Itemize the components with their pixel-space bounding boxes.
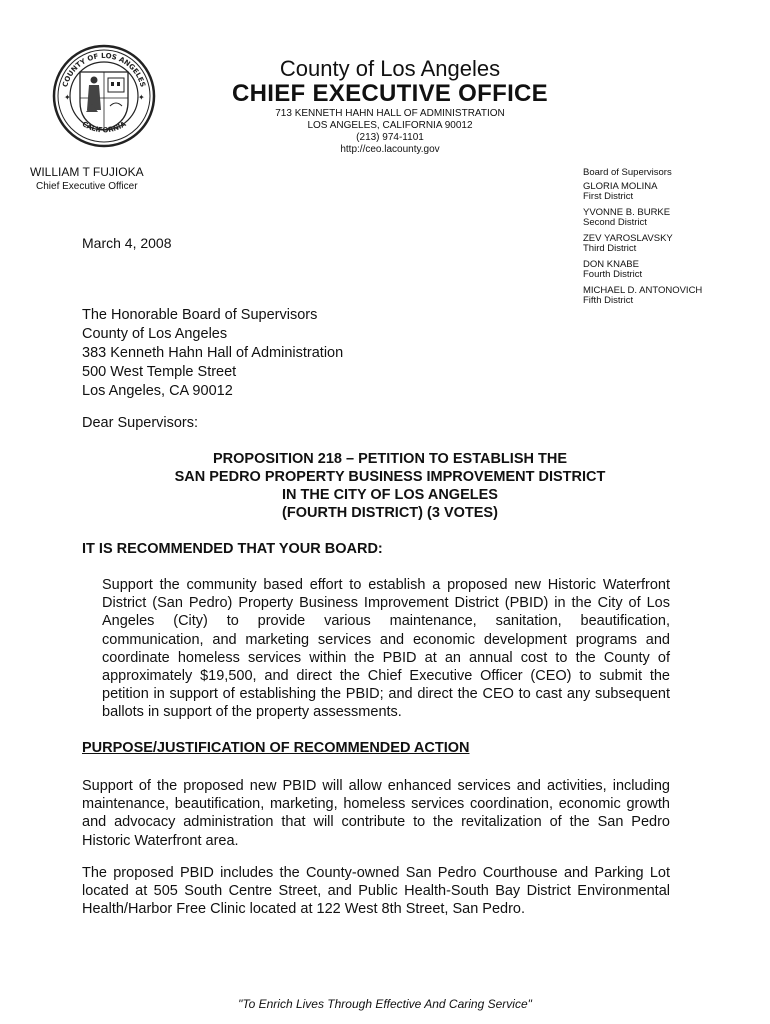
supervisor-name: ZEV YAROSLAVSKY	[583, 232, 673, 244]
subject-line: PROPOSITION 218 – PETITION TO ESTABLISH THE	[213, 451, 567, 467]
header-county: County of Los Angeles	[279, 56, 501, 81]
ceo-title: Chief Executive Officer	[36, 181, 138, 192]
footer-motto: "To Enrich Lives Through Effective And Caring Service"	[238, 997, 532, 1011]
recipient-line: Los Angeles, CA 90012	[82, 383, 233, 399]
recipient-line: 500 West Temple Street	[82, 364, 237, 380]
county-seal	[50, 40, 158, 158]
recommend-heading: IT IS RECOMMENDED THAT YOUR BOARD:	[82, 541, 383, 557]
supervisor-entry	[583, 182, 763, 203]
supervisor-district: Fifth District	[583, 295, 634, 306]
seal-graphic	[50, 40, 158, 158]
supervisor-district: First District	[583, 191, 634, 202]
recipient-address	[82, 306, 343, 401]
board-of-supervisors	[583, 168, 763, 312]
supervisor-name: YVONNE B. BURKE	[583, 206, 671, 218]
purpose-paragraph-2: The proposed PBID includes the County-owned San Pedro Courthouse and Parking Lot located at 505 South Centre Street, and Public Health-South Bay District Environmental Health/Harbor Free Clinic located at 122 West 8th Street, San Pedro.	[82, 865, 670, 918]
recommendation-paragraph: Support the community based effort to establish a proposed new Historic Waterfront District (San Pedro) Property Business Improvement District (PBID) in the City of Los Angeles (City) to provide various maintenance, sanitation, beautification, communication, and marketing services and economic development programs and coordinate homeless services within the PBID at an annual cost to the County of approximately $19,500, and direct the Chief Executive Officer (CEO) to submit the petition in support of establishing the PBID; and direct the CEO to cast any subsequent ballots in support of the property assessments.	[102, 577, 670, 721]
supervisor-district: Second District	[583, 217, 647, 228]
supervisor-district: Third District	[583, 243, 637, 254]
supervisor-entry	[583, 208, 763, 229]
svg-text:✦: ✦	[138, 93, 145, 102]
header-office: CHIEF EXECUTIVE OFFICE	[232, 80, 548, 107]
header-address-line1: 713 KENNETH HAHN HALL OF ADMINISTRATION	[275, 108, 505, 119]
recipient-line: The Honorable Board of Supervisors	[82, 307, 318, 323]
supervisor-name: DON KNABE	[583, 258, 639, 270]
purpose-paragraph-1: Support of the proposed new PBID will allow enhanced services and activities, including maintenance, beautification, marketing, homeless services coordination, economic growth and advocacy administration that will contribute to the revitalization of the San Pedro Historic Waterfront area.	[82, 778, 670, 849]
ceo-name: WILLIAM T FUJIOKA	[30, 165, 144, 179]
header-phone: (213) 974-1101	[356, 132, 424, 143]
svg-text:COUNTY OF LOS ANGELES: COUNTY OF LOS ANGELES	[61, 51, 147, 89]
subject-block	[100, 450, 680, 522]
subject-line: SAN PEDRO PROPERTY BUSINESS IMPROVEMENT DISTRICT	[174, 469, 606, 485]
board-heading: Board of Supervisors	[583, 167, 672, 178]
supervisor-entry	[583, 234, 763, 255]
supervisor-entry	[583, 286, 763, 307]
letter-date: March 4, 2008	[82, 235, 172, 251]
purpose-heading: PURPOSE/JUSTIFICATION OF RECOMMENDED ACTION	[82, 740, 470, 756]
subject-line: (FOURTH DISTRICT) (3 VOTES)	[282, 505, 498, 521]
header-address-line2: LOS ANGELES, CALIFORNIA 90012	[307, 120, 473, 131]
svg-text:CALIFORNIA: CALIFORNIA	[80, 120, 128, 135]
recipient-line: County of Los Angeles	[82, 326, 228, 342]
header-url[interactable]: http://ceo.lacounty.gov	[340, 144, 440, 155]
supervisor-name: GLORIA MOLINA	[583, 180, 658, 192]
salutation: Dear Supervisors:	[82, 415, 199, 431]
subject-line: IN THE CITY OF LOS ANGELES	[282, 487, 498, 503]
recipient-line: 383 Kenneth Hahn Hall of Administration	[82, 345, 344, 361]
supervisor-name: MICHAEL D. ANTONOVICH	[583, 284, 703, 296]
supervisor-district: Fourth District	[583, 269, 643, 280]
svg-text:✦: ✦	[64, 93, 71, 102]
supervisor-entry	[583, 260, 763, 281]
